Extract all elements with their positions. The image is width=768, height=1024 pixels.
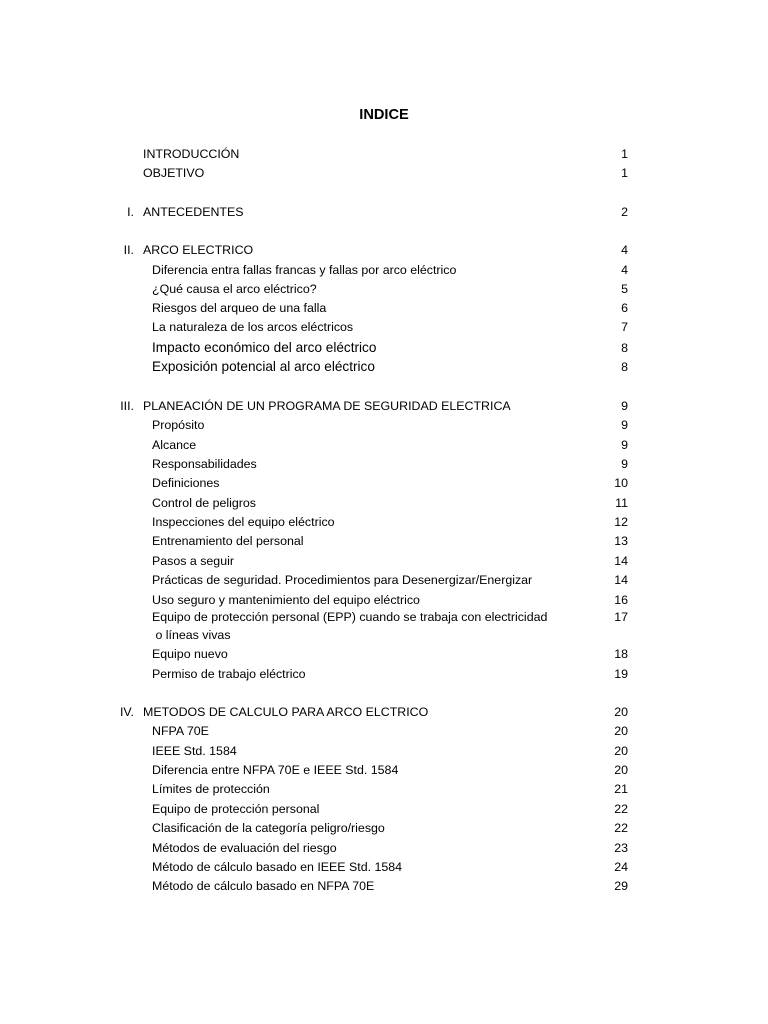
- toc-entry-page: 20: [614, 744, 628, 758]
- toc-entry-page: 12: [614, 515, 628, 529]
- toc-entry-page: 17: [614, 610, 628, 624]
- toc-entry: [0, 145, 768, 163]
- toc-section: [0, 397, 768, 415]
- toc-entry-page: 20: [614, 705, 628, 719]
- toc-entry-page: 20: [614, 763, 628, 777]
- toc-entry-label: Entrenamiento del personal: [152, 534, 304, 548]
- toc-entry-label: Equipo de protección personal: [152, 802, 320, 816]
- toc-entry: [0, 722, 768, 740]
- toc-entry-page: 13: [614, 534, 628, 548]
- toc-entry-label: INTRODUCCIÓN: [143, 147, 240, 161]
- toc-entry-label: Método de cálculo basado en IEEE Std. 1584: [152, 860, 403, 874]
- toc-entry-page: 1: [621, 166, 628, 180]
- toc-entry: [0, 571, 768, 589]
- toc-entry-label: Límites de protección: [152, 782, 270, 796]
- toc-section-number: IV.: [119, 705, 134, 719]
- toc-entry-page: 23: [614, 841, 628, 855]
- toc-entry: [0, 608, 768, 626]
- toc-entry: [0, 858, 768, 876]
- toc-section-label: ANTECEDENTES: [143, 205, 244, 219]
- toc-entry-label: Permiso de trabajo eléctrico: [152, 667, 306, 681]
- toc-entry-label: Diferencia entra fallas francas y fallas por arco eléctrico: [152, 263, 457, 277]
- toc-entry-label-continuation: o líneas vivas: [152, 628, 231, 642]
- toc-entry-label: Alcance: [152, 438, 197, 452]
- toc-section-number: II.: [123, 243, 134, 257]
- toc-entry: [0, 416, 768, 434]
- toc-entry-label: Uso seguro y mantenimiento del equipo eléctrico: [152, 593, 420, 607]
- toc-entry-page: 24: [614, 860, 628, 874]
- toc-entry-label: ¿Qué causa el arco eléctrico?: [152, 282, 317, 296]
- toc-entry-label: Control de peligros: [152, 496, 257, 510]
- toc-entry-page: 1: [621, 147, 628, 161]
- toc-entry-label: Inspecciones del equipo eléctrico: [152, 515, 335, 529]
- toc-entry-page: 10: [614, 476, 628, 490]
- toc-entry-label: Diferencia entre NFPA 70E e IEEE Std. 1584: [152, 763, 399, 777]
- toc-entry-label: Riesgos del arqueo de una falla: [152, 301, 327, 315]
- toc-entry-label: La naturaleza de los arcos eléctricos: [152, 320, 354, 334]
- toc-entry-continuation: [0, 626, 768, 644]
- toc-entry-page: 2: [621, 205, 628, 219]
- toc-section-number: I.: [127, 205, 134, 219]
- toc-entry-label: Equipo nuevo: [152, 647, 228, 661]
- toc-entry-label: Equipo de protección personal (EPP) cuando se trabaja con electricidad: [152, 610, 548, 624]
- toc-entry-page: 22: [614, 802, 628, 816]
- toc-entry: [0, 665, 768, 683]
- toc-entry-page: 4: [621, 243, 628, 257]
- toc-entry: [0, 318, 768, 336]
- toc-entry-label: Propósito: [152, 418, 205, 432]
- toc-entry: [0, 645, 768, 663]
- toc-section-label: PLANEACIÓN DE UN PROGRAMA DE SEGURIDAD ELECTRICA: [143, 399, 511, 413]
- toc-entry-label: Método de cálculo basado en NFPA 70E: [152, 879, 375, 893]
- toc-entry-label: Prácticas de seguridad. Procedimientos para Desenergizar/Energizar: [152, 573, 533, 587]
- toc-entry: [0, 358, 768, 376]
- toc-entry: [0, 455, 768, 473]
- toc-entry: [0, 261, 768, 279]
- toc-entry: [0, 819, 768, 837]
- toc-entry: [0, 780, 768, 798]
- toc-entry-page: 20: [614, 724, 628, 738]
- toc-entry: [0, 742, 768, 760]
- toc-entry-label: Impacto económico del arco eléctrico: [152, 340, 377, 355]
- toc-entry: [0, 552, 768, 570]
- toc-entry: [0, 877, 768, 895]
- toc-entry-page: 14: [614, 573, 628, 587]
- toc-entry-page: 6: [621, 301, 628, 315]
- toc-entry-page: 9: [621, 399, 628, 413]
- toc-entry: [0, 761, 768, 779]
- toc-entry-label: Exposición potencial al arco eléctrico: [152, 359, 375, 374]
- page-title: INDICE: [359, 107, 409, 123]
- toc-entry: [0, 339, 768, 357]
- toc-entry-page: 8: [621, 360, 628, 374]
- toc-entry-label: Métodos de evaluación del riesgo: [152, 841, 337, 855]
- toc-entry-page: 22: [614, 821, 628, 835]
- toc-entry-page: 8: [621, 341, 628, 355]
- toc-entry-page: 19: [614, 667, 628, 681]
- toc-entry-label: Pasos a seguir: [152, 554, 234, 568]
- toc-section: [0, 241, 768, 259]
- toc-entry-page: 9: [621, 438, 628, 452]
- toc-entry-label: Clasificación de la categoría peligro/riesgo: [152, 821, 385, 835]
- toc-entry-page: 29: [614, 879, 628, 893]
- toc-entry-page: 5: [621, 282, 628, 296]
- toc-entry-page: 16: [614, 593, 628, 607]
- toc-entry-label: NFPA 70E: [152, 724, 209, 738]
- toc-entry-page: 4: [621, 263, 628, 277]
- toc-entry-page: 11: [615, 496, 628, 510]
- toc-entry-label: Definiciones: [152, 476, 220, 490]
- toc-entry-page: 9: [621, 457, 628, 471]
- toc-entry: [0, 800, 768, 818]
- toc-entry: [0, 839, 768, 857]
- toc-entry-page: 14: [614, 554, 628, 568]
- toc-entry-page: 21: [614, 782, 628, 796]
- toc-entry: [0, 494, 768, 512]
- toc-entry: [0, 532, 768, 550]
- toc-section-label: ARCO ELECTRICO: [143, 243, 254, 257]
- toc-section-number: III.: [120, 399, 134, 413]
- toc-entry: [0, 436, 768, 454]
- toc-entry: [0, 164, 768, 182]
- toc-entry-label: OBJETIVO: [143, 166, 205, 180]
- toc-entry-label: IEEE Std. 1584: [152, 744, 237, 758]
- toc-entry: [0, 299, 768, 317]
- toc-entry: [0, 280, 768, 298]
- toc-entry-page: 7: [621, 320, 628, 334]
- toc-entry: [0, 591, 768, 609]
- toc-entry-page: 18: [614, 647, 628, 661]
- toc-entry: [0, 474, 768, 492]
- toc-entry-label: Responsabilidades: [152, 457, 257, 471]
- toc-section-label: METODOS DE CALCULO PARA ARCO ELCTRICO: [143, 705, 429, 719]
- toc-section: [0, 703, 768, 721]
- toc-section: [0, 203, 768, 221]
- toc-entry: [0, 513, 768, 531]
- toc-entry-page: 9: [621, 418, 628, 432]
